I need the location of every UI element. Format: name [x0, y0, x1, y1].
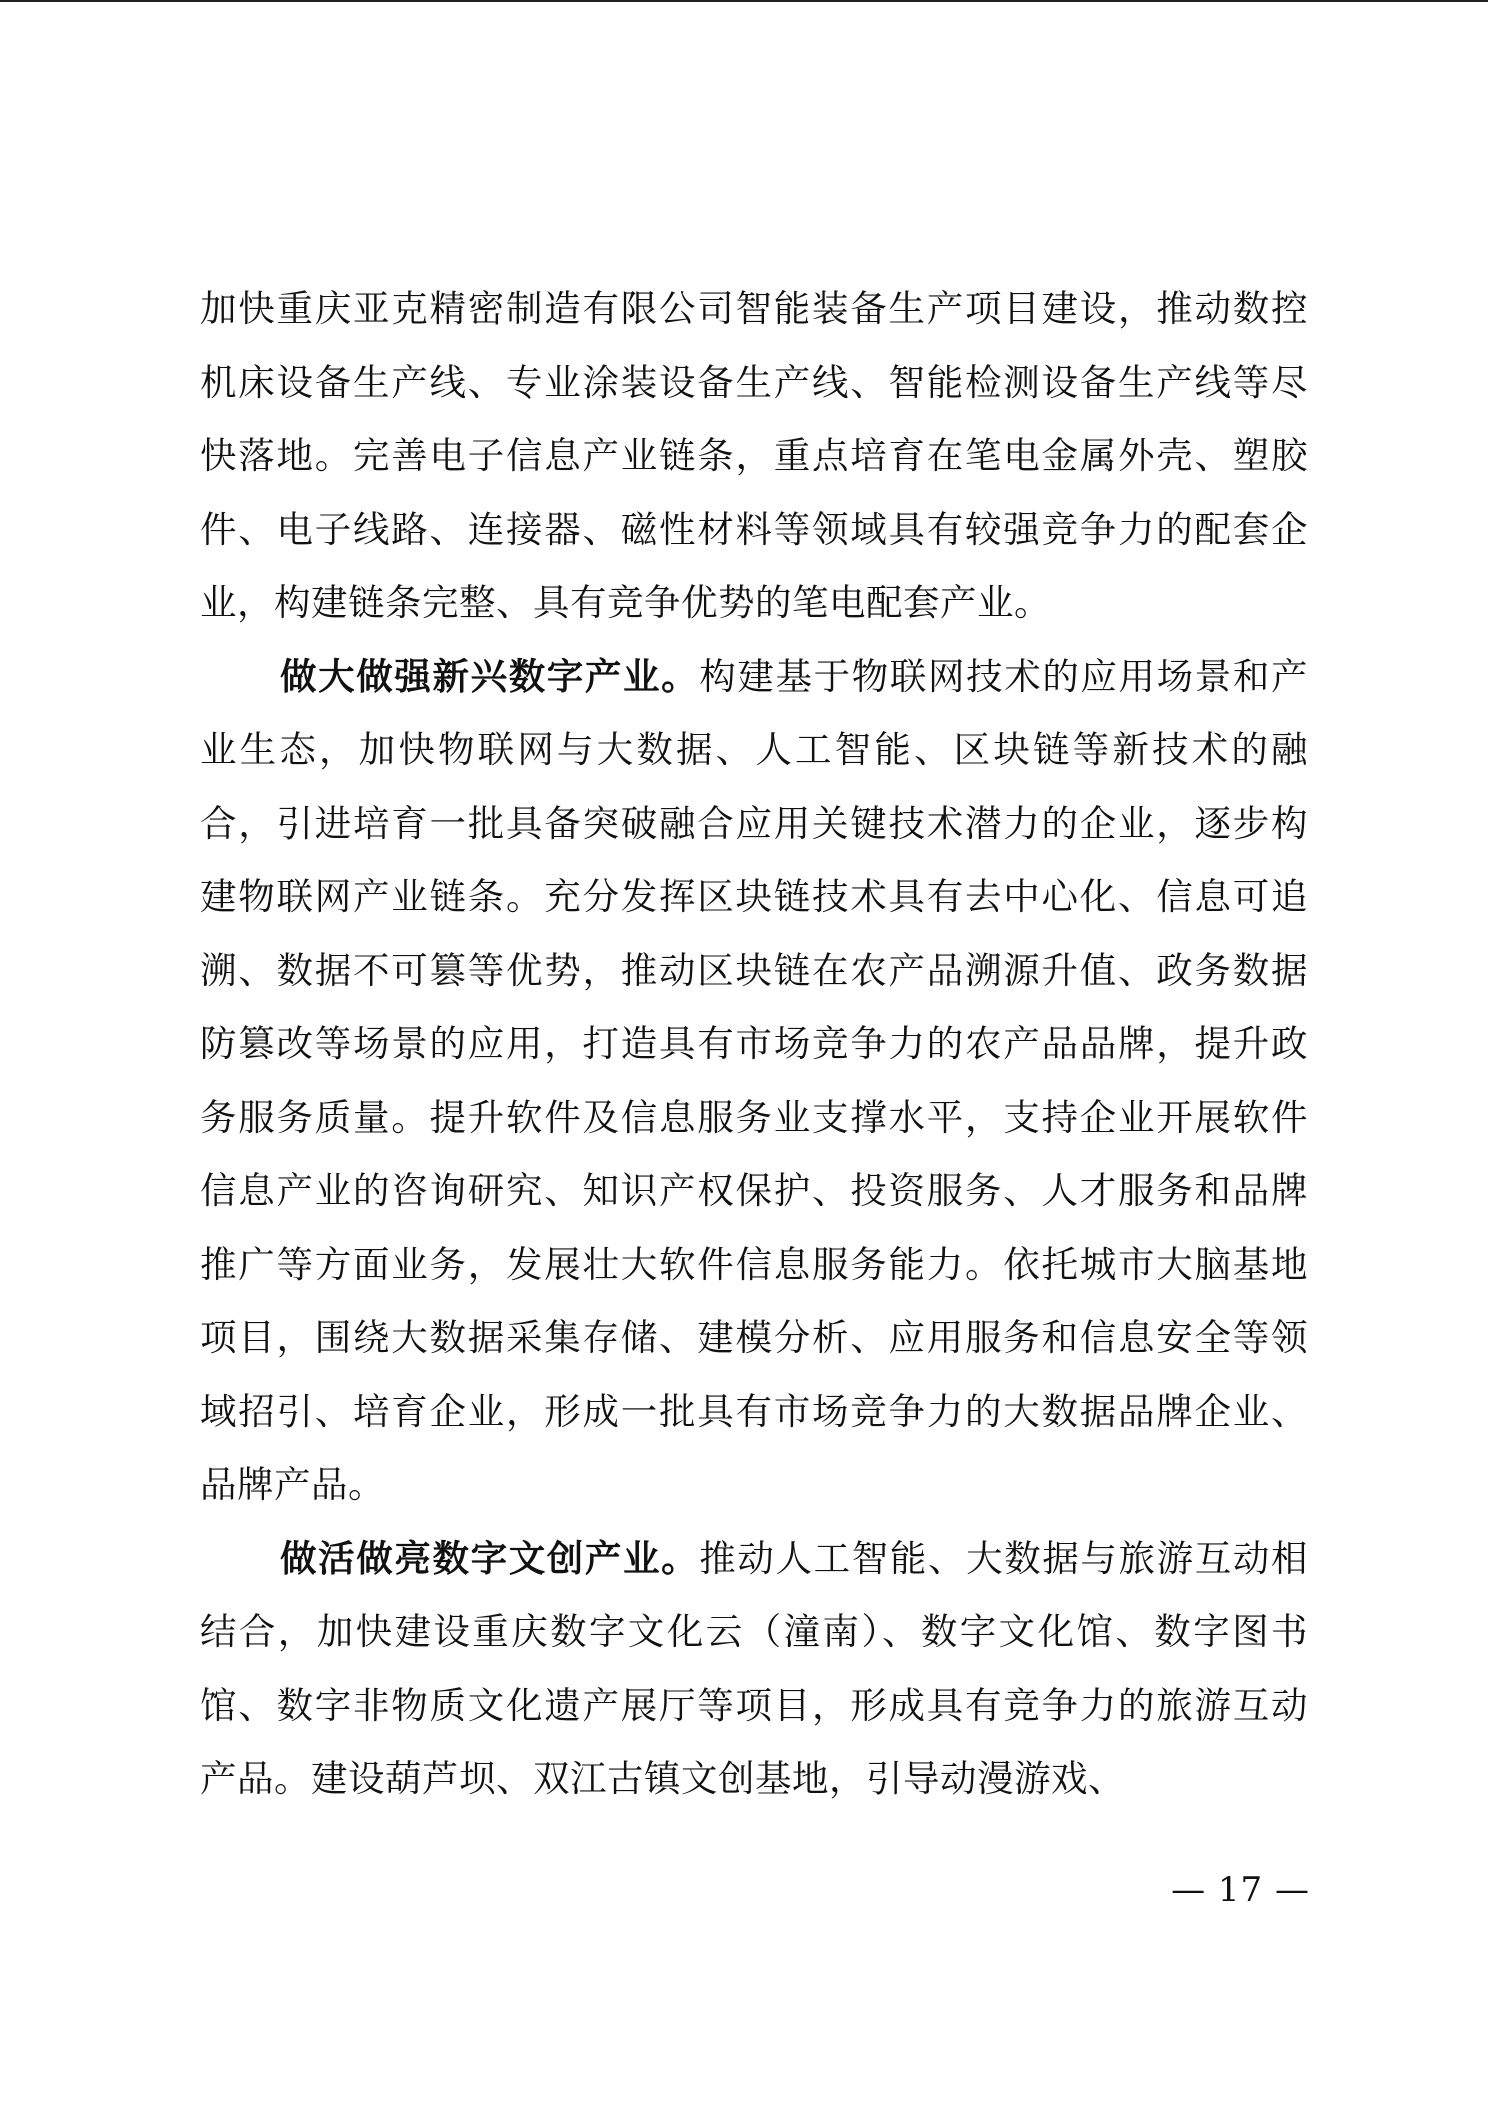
paragraph-continuation	[200, 272, 1308, 640]
paragraph-digital-industry	[200, 640, 1308, 1522]
paragraph-heading: 做大做强新兴数字产业。	[280, 654, 700, 698]
top-border-rule	[0, 0, 1488, 2]
paragraph-text: 构建基于物联网技术的应用场景和产业生态，加快物联网与大数据、人工智能、区块链等新技术的融合，引进培育一批具备突破融合应用关键技术潜力的企业，逐步构建物联网产业链条。充分发挥区块链技术具有去中心化、信息可追溯、数据不可篡等优势，推动区块链在农产品溯源升值、政务数据防篡改等场景的应用，打造具有市场竞争力的农产品品牌，提升政务服务质量。提升软件及信息服务业支撑水平，支持企业开展软件信息产业的咨询研究、知识产权保护、投资服务、人才服务和品牌推广等方面业务，发展壮大软件信息服务能力。依托城市大脑基地项目，围绕大数据采集存储、建模分析、应用服务和信息安全等领域招引、培育企业，形成一批具有市场竞争力的大数据品牌企业、品牌产品。	[200, 654, 1309, 1506]
paragraph-digital-creative-industry	[200, 1522, 1308, 1816]
paragraph-text: 推动人工智能、大数据与旅游互动相结合，加快建设重庆数字文化云（潼南）、数字文化馆、数字图书馆、数字非物质文化遗产展厅等项目，形成具有竞争力的旅游互动产品。建设葫芦坝、双江古镇文创基地，引导动漫游戏、	[200, 1536, 1309, 1800]
paragraph-heading: 做活做亮数字文创产业。	[280, 1536, 700, 1580]
document-body	[200, 272, 1308, 1816]
paragraph-text: 加快重庆亚克精密制造有限公司智能装备生产项目建设，推动数控机床设备生产线、专业涂装设备生产线、智能检测设备生产线等尽快落地。完善电子信息产业链条，重点培育在笔电金属外壳、塑胶件、电子线路、连接器、磁性材料等领域具有较强竞争力的配套企业，构建链条完整、具有竞争优势的笔电配套产业。	[200, 287, 1308, 624]
page-number: — 17 —	[1171, 1870, 1310, 1910]
